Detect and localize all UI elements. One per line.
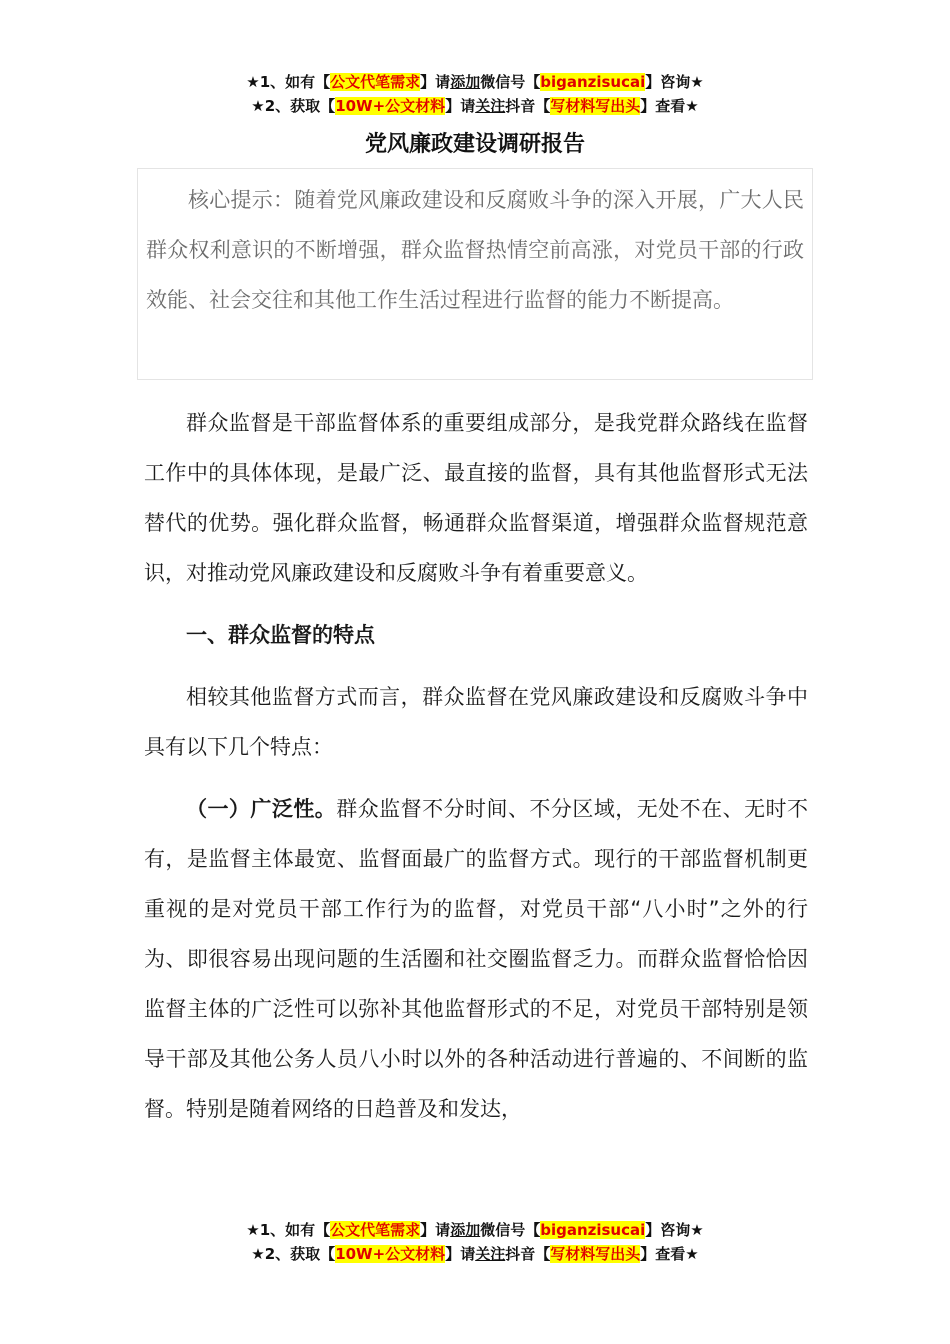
promo-highlight: biganzisucai [540,73,646,91]
promo-underline: 添加 [450,73,481,91]
promo-line-1 [0,70,950,94]
promo-text: ★2、获取【 [251,97,336,115]
top-promo-banner [0,70,950,118]
promo-text: 】请 [445,97,476,115]
section-heading-1: 一、群众监督的特点 [186,623,375,647]
promo-text: 微信号【 [480,73,541,91]
promo-highlight: 写材料写出头 [550,97,641,115]
paragraph-text: 群众监督不分时间、不分区域，无处不在、无时不有，是监督主体最宽、监督面最广的监督方式。现行的干部监督机制更重视的是对党员干部工作行为的监督，对党员干部“八小时”之外的行为、即很容易出现问题的生活圈和社交圈监督乏力。而群众监督恰恰因监督主体的广泛性可以弥补其他监督形式的不足，对党员干部特别是领导干部及其他公务人员八小时以外的各种活动进行普遍的、不间断的监督。特别是随着网络的日趋普及和发达， [144,797,808,1121]
promo-line-1 [0,1218,950,1242]
promo-text: 】查看★ [640,97,699,115]
document-body [144,398,808,1134]
promo-highlight: 公文代笔需求 [330,1221,421,1239]
paragraph-lead: （一）广泛性。 [186,797,337,821]
promo-text: 】请 [420,73,451,91]
paragraph-features-intro: 相较其他监督方式而言，群众监督在党风廉政建设和反腐败斗争中具有以下几个特点： [144,685,808,759]
promo-underline: 关注 [475,97,506,115]
paragraph-breadth [144,784,808,1134]
promo-text: 】咨询★ [645,73,704,91]
promo-text: 抖音【 [505,97,551,115]
promo-highlight: biganzisucai [540,1221,646,1239]
document-title: 党风廉政建设调研报告 [364,132,585,157]
promo-highlight: 公文代笔需求 [330,73,421,91]
bottom-promo-banner [0,1218,950,1266]
promo-text: 】请 [420,1221,451,1239]
promo-line-2 [0,1242,950,1266]
promo-highlight: 写材料写出头 [550,1245,641,1263]
promo-text: 】咨询★ [645,1221,704,1239]
promo-text: 】请 [445,1245,476,1263]
promo-line-2 [0,94,950,118]
promo-text: 】查看★ [640,1245,699,1263]
promo-highlight: 10W+公文材料 [335,97,446,115]
promo-text: 微信号【 [480,1221,541,1239]
promo-text: 抖音【 [505,1245,551,1263]
promo-underline: 添加 [450,1221,481,1239]
promo-text: ★1、如有【 [246,1221,331,1239]
promo-underline: 关注 [475,1245,506,1263]
promo-text: ★2、获取【 [251,1245,336,1263]
paragraph-intro: 群众监督是干部监督体系的重要组成部分，是我党群众路线在监督工作中的具体体现，是最广泛、最直接的监督，具有其他监督形式无法替代的优势。强化群众监督，畅通群众监督渠道，增强群众监督规范意识，对推动党风廉政建设和反腐败斗争有着重要意义。 [144,411,808,585]
promo-highlight: 10W+公文材料 [335,1245,446,1263]
promo-text: ★1、如有【 [246,73,331,91]
summary-box: 核心提示：随着党风廉政建设和反腐败斗争的深入开展，广大人民群众权利意识的不断增强，群众监督热情空前高涨，对党员干部的行政效能、社会交往和其他工作生活过程进行监督的能力不断提高。 [137,168,813,380]
